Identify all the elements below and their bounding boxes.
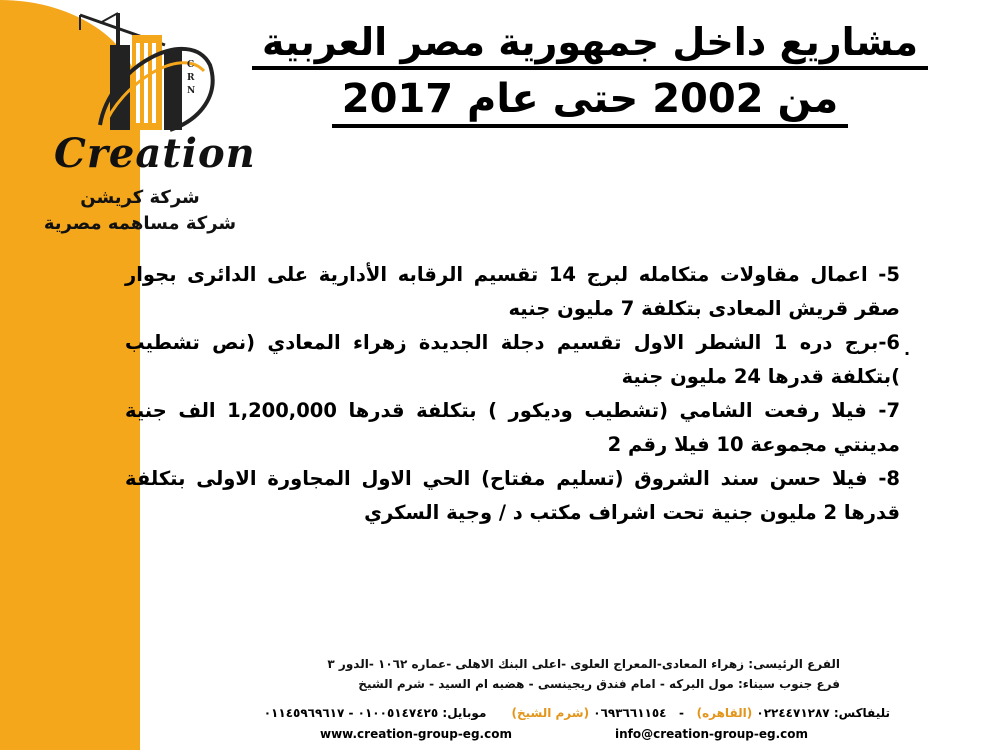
project-item-7: 7- فيلا رفعت الشامي (تشطيب وديكور ) بتكلفة قدرها 1,200,000 الف جنية مدينتي مجموعة 10 فيلا رقم 2 [125,399,901,456]
title-line-2: من 2002 حتى عام 2017 [332,76,848,128]
project-list [125,258,900,530]
seal-letter-c: C [187,60,195,70]
contact-numbers [263,706,890,720]
project-item-8: 8- فيلا حسن سند الشروق (تسليم مفتاح) الحي الاول المجاورة الاولى بتكلفة قدرها 2 مليون جنية تحت اشراف مكتب د / وجية السكري [125,467,900,524]
fax-cairo-number: ٠٢٢٤٤٧١٢٨٧ [756,706,830,720]
fax-dash: - [679,706,685,720]
crane-building-icon [40,5,240,145]
mobile-label: موبايل: [442,706,487,720]
page-title [240,20,940,128]
title-line-1: مشاريع داخل جمهورية مصر العربية [252,20,928,70]
mobile-numbers: ٠١٠٠٥١٤٧٤٢٥ - ٠١١٤٥٩٦٩٦١٧ [263,706,439,720]
fax-label: تليفاكس: [833,706,890,720]
logo-wordmark: Creation [54,130,256,177]
company-logo [40,5,256,240]
fax-cairo-city: (القاهره) [696,706,753,720]
project-item-6: 6-برج دره 1 الشطر الاول تقسيم دجلة الجديدة زهراء المعادي (نص تشطيب )بتكلفة قدرها 24 مليون جنية [125,331,900,388]
website-link[interactable]: www.creation-group-eg.com [320,727,512,741]
address-branch: فرع جنوب سيناء: مول البركه - امام فندق ريجينسى - هضبه ام السيد - شرم الشيخ [358,677,840,691]
email-link[interactable]: info@creation-group-eg.com [615,727,809,741]
fax-sharm-city: (شرم الشيخ) [511,706,590,720]
footer-addresses [200,654,840,694]
company-type-ar: شركة مساهمه مصرية [43,213,237,234]
seal-letter-n: N [187,86,196,96]
fax-sharm-number: ٠٦٩٣٦٦١١٥٤ [593,706,667,720]
address-main: الفرع الرئيسى: زهراء المعادى-المعراج العلوى -اعلى البنك الاهلى -عماره ١٠٦٢ -الدور ٣ [327,657,840,671]
company-name-ar: شركة كريشن [80,187,200,208]
project-item-5: 5- اعمال مقاولات متكامله لبرج 14 تقسيم الرقابه الأدارية على الدائرى بجوار صقر قريش المعادى بتكلفة 7 مليون جنيه [125,263,900,320]
seal-letter-r: R [187,73,195,83]
stray-dot: . [904,340,911,359]
